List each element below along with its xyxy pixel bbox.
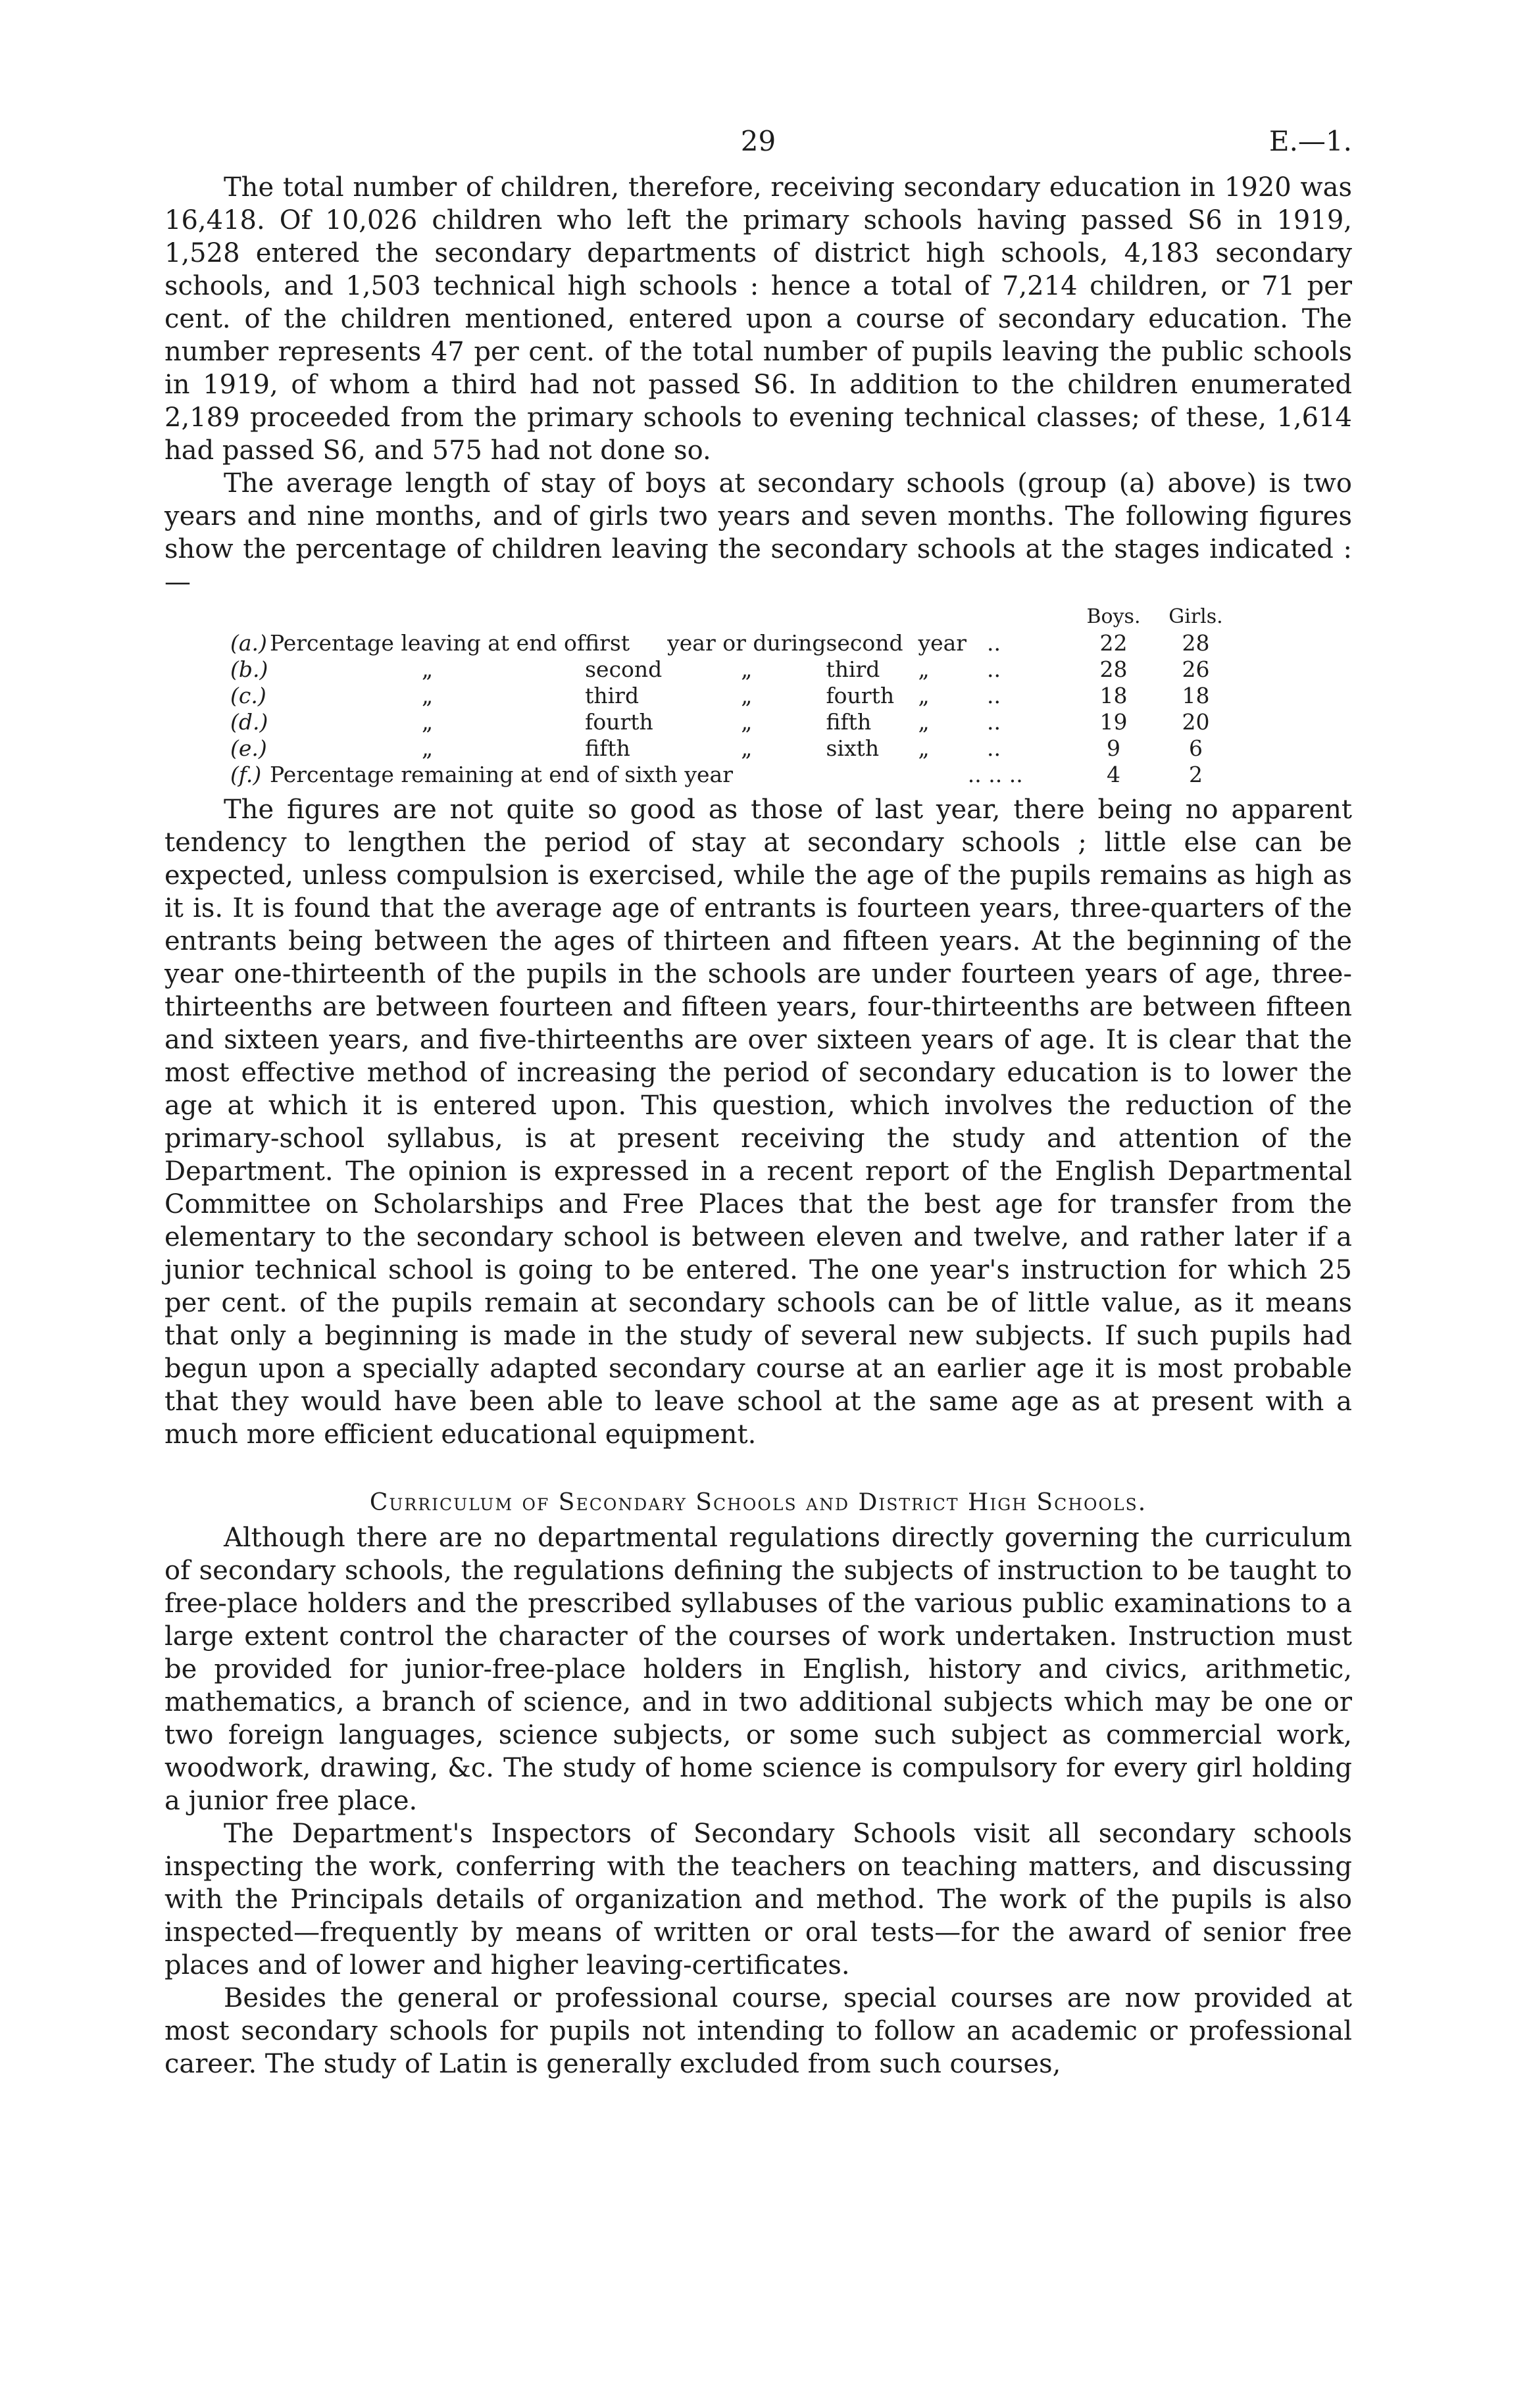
row-description: „: [422, 656, 434, 682]
row-description: „: [422, 683, 434, 708]
paragraph-special-courses: Besides the general or professional course, special courses are now provided at most secondary schools for pupils not intending to follow an academic or professional career. The study of Latin is generally excluded from such courses,: [164, 1983, 1352, 2079]
row-connector: year or during: [667, 630, 826, 656]
document-reference: E.—1.: [1268, 125, 1352, 157]
row-to-year: fifth: [826, 709, 872, 735]
row-girls-value: 2: [1189, 762, 1203, 787]
row-from-year: third: [585, 683, 640, 708]
row-girls-value: 6: [1189, 735, 1203, 761]
row-leader-dots: ..: [986, 656, 1001, 682]
document-page: [164, 125, 1352, 2080]
paragraph-total-children: The total number of children, therefore, receiving secondary education in 1920 was 16,418. Of 10,026 children who left the primary schools having passed S6 in 1919, 1,528 entered the secondary departments of district high schools, 4,183 secondary schools, and 1,503 technical high schools : hence a total of 7,214 children, or 71 per cent. of the children mentioned, entered upon a course of secondary education. The number represents 47 per cent. of the total number of pupils leaving the public schools in 1919, of whom a third had not passed S6. In addition to the children enumerated 2,189 proceeded from the primary schools to evening technical classes; of these, 1,614 had passed S6, and 575 had not done so.: [164, 172, 1352, 466]
row-leader-dots: ..: [986, 683, 1001, 708]
row-tail: „: [918, 683, 930, 708]
section-heading: Curriculum of Secondary Schools and District High Schools.: [369, 1489, 1147, 1516]
row-from-year: first: [585, 630, 630, 656]
table-row: [230, 683, 1237, 709]
row-letter: (d.): [230, 709, 268, 735]
row-letter: (a.): [230, 630, 267, 656]
row-letter: (b.): [230, 656, 268, 682]
paragraph-figures-discussion: The figures are not quite so good as those of last year, there being no apparent tendency to lengthen the period of stay at secondary schools ; little else can be expected, unless compulsion is exercised, while the age of the pupils remains as high as it is. It is found that the average age of entrants is fourteen years, three-quarters of the entrants being between the ages of thirteen and fifteen years. At the beginning of the year one-thirteenth of the pupils in the schools are under fourteen years of age, three-thirteenths are between fourteen and fifteen years, four-thirteenths are between fifteen and sixteen years, and five-thirteenths are over sixteen years of age. It is clear that the most effective method of increasing the period of secondary education is to lower the age at which it is entered upon. This question, which involves the reduction of the primary-school syllabus, is at present receiving the study and attention of the Department. The opinion is expressed in a recent report of the English Departmental Committee on Scholarships and Free Places that the best age for transfer from the elementary to the secondary school is between eleven and twelve, and rather later if a junior technical school is going to be entered. The one year's instruction for which 25 per cent. of the pupils remain at secondary schools can be of little value, as it means that only a beginning is made in the study of several new subjects. If such pupils had begun upon a specially adapted secondary course at an earlier age it is most probable that they would have been able to leave school at the same age as at present with a much more efficient educational equipment.: [164, 795, 1352, 1450]
stay-percentage-table: [230, 604, 1237, 788]
table-row: [230, 630, 1237, 656]
row-girls-value: 26: [1182, 656, 1210, 682]
body-text: [164, 171, 1352, 2080]
row-leader-dots: ..: [986, 735, 1001, 761]
row-boys-value: 4: [1107, 762, 1120, 787]
boys-column-header: Boys.: [1086, 605, 1141, 628]
row-tail: „: [918, 735, 930, 761]
row-to-year: third: [826, 656, 880, 682]
row-leader-dots: .. .. ..: [967, 762, 1023, 787]
table-row: [230, 709, 1237, 735]
row-letter: (f.): [230, 762, 262, 787]
row-boys-value: 22: [1099, 630, 1128, 656]
row-from-year: second: [585, 656, 663, 682]
paragraph-inspectors: The Department's Inspectors of Secondary Schools visit all secondary schools inspecting the work, conferring with the teachers on teaching matters, and discussing with the Principals details of organization and method. The work of the pupils is also inspected—frequently by means of written or oral tests—for the award of senior free places and of lower and higher leaving-certificates.: [164, 1819, 1352, 1980]
table-row: [230, 735, 1237, 762]
row-description: Percentage leaving at end of: [270, 630, 586, 656]
table-row: [230, 762, 1237, 788]
row-to-year: second: [826, 630, 903, 656]
row-boys-value: 9: [1107, 735, 1120, 761]
row-tail: „: [918, 656, 930, 682]
row-connector: „: [741, 709, 753, 735]
row-letter: (c.): [230, 683, 266, 708]
row-connector: „: [741, 683, 753, 708]
row-tail: „: [918, 709, 930, 735]
row-girls-value: 18: [1182, 683, 1210, 708]
row-girls-value: 20: [1182, 709, 1210, 735]
table-header-row: [230, 604, 1237, 630]
row-to-year: fourth: [826, 683, 895, 708]
row-boys-value: 28: [1099, 656, 1128, 682]
row-from-year: fourth: [585, 709, 653, 735]
row-connector: „: [741, 735, 753, 761]
row-leader-dots: ..: [986, 630, 1001, 656]
row-description: Percentage remaining at end of sixth year: [270, 762, 733, 787]
table-row: [230, 656, 1237, 683]
row-description: „: [422, 735, 434, 761]
row-from-year: fifth: [585, 735, 630, 761]
row-tail: year: [918, 630, 967, 656]
row-to-year: sixth: [826, 735, 880, 761]
row-boys-value: 19: [1099, 709, 1128, 735]
paragraph-curriculum: Although there are no departmental regulations directly governing the curriculum of secondary schools, the regulations defining the subjects of instruction to be taught to free-place holders and the prescribed syllabuses of the various public examinations to a large extent control the character of the courses of work undertaken. Instruction must be provided for junior-free-place holders in English, history and civics, arithmetic, mathematics, a branch of science, and in two additional subjects which may be one or two foreign languages, science subjects, or some such subject as commercial work, woodwork, drawing, &c. The study of home science is compulsory for every girl holding a junior free place.: [164, 1523, 1352, 1816]
page-header: [164, 125, 1352, 171]
row-boys-value: 18: [1099, 683, 1128, 708]
page-number: 29: [740, 125, 776, 157]
row-girls-value: 28: [1182, 630, 1210, 656]
girls-column-header: Girls.: [1168, 605, 1223, 628]
row-description: „: [422, 709, 434, 735]
row-letter: (e.): [230, 735, 267, 761]
paragraph-average-stay: The average length of stay of boys at secondary schools (group (a) above) is two years and nine months, and of girls two years and seven months. The following figures show the percentage of children leaving the secondary schools at the stages indicated :—: [164, 468, 1352, 597]
row-connector: „: [741, 656, 753, 682]
row-leader-dots: ..: [986, 709, 1001, 735]
